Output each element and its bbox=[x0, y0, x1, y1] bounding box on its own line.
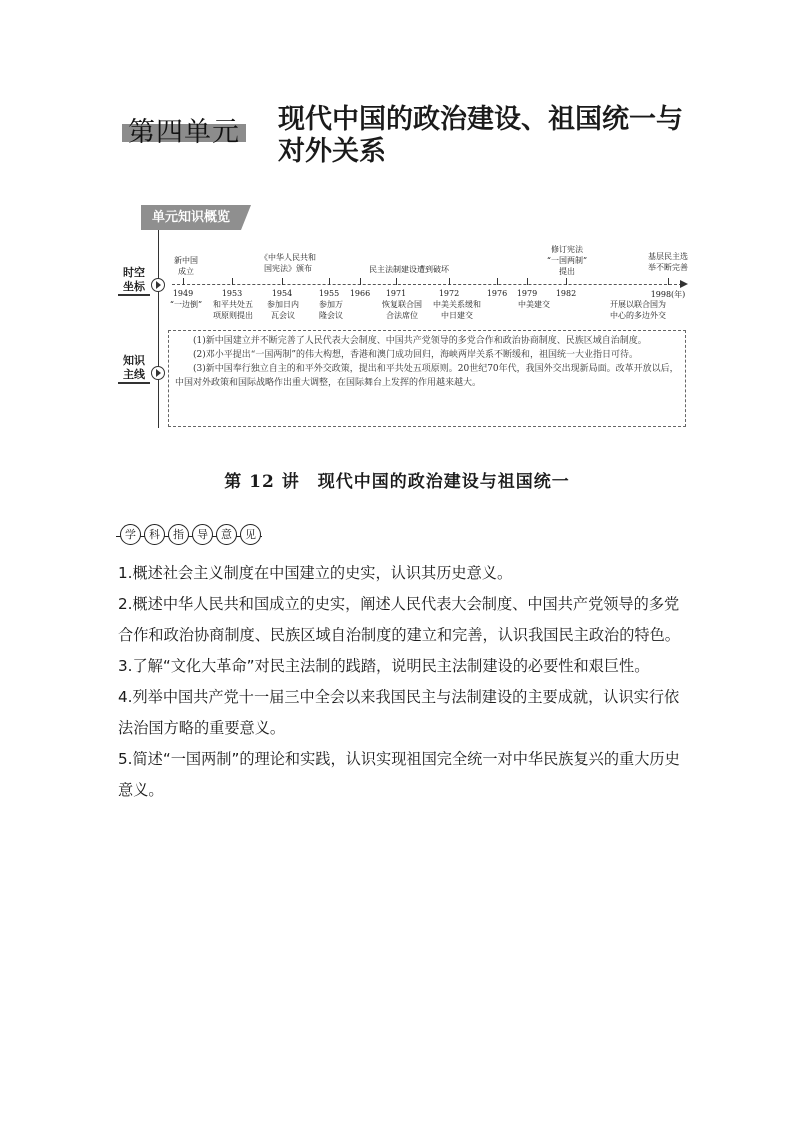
timeline-event-above bbox=[260, 252, 316, 274]
timeline-axis bbox=[172, 284, 682, 285]
timeline-event-below-line: 项原则提出 bbox=[213, 311, 253, 320]
timeline-event-below-line: 参加万 bbox=[319, 300, 343, 309]
knowledge-item: (2)邓小平提出“一国两制”的伟大构想，香港和澳门成功回归，海峡两岸关系不断缓和，祖国统一大业指日可待。 bbox=[193, 350, 638, 360]
timeline-event-above-line: 国宪法》颁布 bbox=[264, 264, 312, 273]
timeline-year: 1954 bbox=[271, 289, 293, 298]
knowledge-play-icon bbox=[151, 366, 165, 380]
timeline-event-below-line: 中心的多边外交 bbox=[610, 311, 666, 320]
timeline-event-below bbox=[433, 299, 481, 321]
timeline-event-above-line: 新中国 bbox=[174, 256, 198, 265]
timeline-event-below-line: 中美建交 bbox=[518, 300, 550, 309]
unit-badge bbox=[122, 110, 246, 148]
knowledge-item: (3)新中国奉行独立自主的和平外交政策，提出和平共处五项原则。20世纪70年代，我国外交出现新局面。改革开放以后，中国对外政策和国际战略作出重大调整，在国际舞台上发挥的作用越来越大。 bbox=[175, 364, 679, 388]
timeline-event-above bbox=[547, 244, 587, 277]
timeline-event-below bbox=[213, 299, 253, 321]
guidance-item: 4.列举中国共产党十一届三中全会以来我国民主与法制建设的主要成就，认识实行依法治国方略的重要意义。 bbox=[118, 688, 680, 737]
unit-badge-text: 第四单元 bbox=[128, 117, 240, 148]
overview-tab: 单元知识概览 bbox=[141, 205, 241, 230]
timeline-tick bbox=[360, 278, 361, 285]
timeline-tick bbox=[282, 278, 283, 285]
timeline-event-below-line: 参加日内 bbox=[267, 300, 299, 309]
timeline-tick bbox=[527, 278, 528, 285]
timeline-event-below-line: 中日建交 bbox=[441, 311, 473, 320]
timeline-tick bbox=[566, 278, 567, 285]
guidance-char: 学 bbox=[120, 524, 141, 545]
timeline-year: 1972 bbox=[438, 289, 460, 298]
timeline-play-icon bbox=[151, 278, 165, 292]
timeline-event-below-line: “一边倒” bbox=[169, 300, 203, 309]
timeline-tick bbox=[183, 278, 184, 285]
timeline-tick bbox=[396, 278, 397, 285]
timeline-year: 1976 bbox=[486, 289, 508, 298]
guidance-char: 见 bbox=[240, 524, 261, 545]
timeline-year: 1955 bbox=[318, 289, 340, 298]
timeline-tick bbox=[668, 278, 669, 285]
timeline-event-above-line: 基层民主选 bbox=[648, 252, 688, 261]
timeline-arrow-icon bbox=[680, 280, 688, 288]
timeline-event-below-line: 中美关系缓和 bbox=[433, 300, 481, 309]
timeline-event-above-line: 民主法制建设遭到破坏 bbox=[369, 265, 449, 274]
timeline-event-below-line: 开展以联合国为 bbox=[610, 300, 666, 309]
lecture-title: 第 12 讲 现代中国的政治建设与祖国统一 bbox=[224, 472, 570, 492]
timeline-event-below bbox=[267, 299, 299, 321]
guidance-badge bbox=[120, 523, 264, 547]
timeline-tick bbox=[497, 278, 498, 285]
timeline-event-below-line: 瓦会议 bbox=[271, 311, 295, 320]
timeline-event-below-line: 和平共处五 bbox=[213, 300, 253, 309]
guidance-char: 意 bbox=[216, 524, 237, 545]
timeline-tick bbox=[329, 278, 330, 285]
timeline-event-above-line: 提出 bbox=[559, 267, 575, 276]
guidance-item: 1.概述社会主义制度在中国建立的史实，认识其历史意义。 bbox=[118, 564, 513, 582]
timeline-event-above-line: 举不断完善 bbox=[648, 263, 688, 272]
timeline-tick bbox=[232, 278, 233, 285]
knowledge-box bbox=[168, 330, 686, 427]
guidance-item: 5.简述“一国两制”的理论和实践，认识实现祖国完全统一对中华民族复兴的重大历史意义。 bbox=[118, 750, 680, 799]
timeline-year: 1998(年) bbox=[650, 290, 686, 299]
guidance-char: 导 bbox=[192, 524, 213, 545]
guidance-item: 3.了解“文化大革命”对民主法制的践踏，说明民主法制建设的必要性和艰巨性。 bbox=[118, 657, 650, 675]
timeline-event-above-line: “一国两制” bbox=[546, 256, 588, 265]
guidance-item: 2.概述中华人民共和国成立的史实，阐述人民代表大会制度、中国共产党领导的多党合作和政治协商制度、民族区域自治制度的建立和完善，认识我国民主政治的特色。 bbox=[118, 595, 680, 644]
timeline-year: 1953 bbox=[221, 289, 243, 298]
timeline-event-below bbox=[518, 299, 550, 310]
timeline-event-above-line: 《中华人民共和 bbox=[260, 253, 316, 262]
timeline-year: 1966 bbox=[349, 289, 371, 298]
knowledge-label: 知识 主线 bbox=[118, 354, 150, 384]
timeline-event-below bbox=[170, 299, 202, 310]
timeline-event-above bbox=[369, 264, 449, 275]
timeline-event-above-line: 修订宪法 bbox=[551, 245, 583, 254]
guidance-char: 指 bbox=[168, 524, 189, 545]
timeline-tick bbox=[449, 278, 450, 285]
timeline-event-below-line: 隆会议 bbox=[319, 311, 343, 320]
timeline-event-below-line: 合法席位 bbox=[386, 311, 418, 320]
knowledge-item: (1)新中国建立并不断完善了人民代表大会制度、中国共产党领导的多党合作和政治协商制度、民族区域自治制度。 bbox=[193, 336, 647, 346]
timeline-event-above bbox=[648, 251, 688, 273]
unit-title-line1: 现代中国的政治建设、祖国统一与 bbox=[278, 104, 683, 135]
unit-title-line2: 对外关系 bbox=[278, 136, 386, 167]
timeline-event-below-line: 恢复联合国 bbox=[382, 300, 422, 309]
timeline-event-above-line: 成立 bbox=[178, 267, 194, 276]
timeline-year: 1982 bbox=[555, 289, 577, 298]
timeline-event-above bbox=[174, 255, 198, 277]
timeline-year: 1949 bbox=[172, 289, 194, 298]
timeline-event-below bbox=[319, 299, 343, 321]
timeline-year: 1971 bbox=[385, 289, 407, 298]
timeline-event-below bbox=[382, 299, 422, 321]
timeline-label: 时空 坐标 bbox=[118, 266, 150, 296]
timeline-event-below bbox=[610, 299, 666, 321]
timeline-year: 1979 bbox=[516, 289, 538, 298]
overview-divider bbox=[158, 230, 159, 428]
guidance-char: 科 bbox=[144, 524, 165, 545]
unit-title bbox=[278, 104, 698, 168]
guidance-list bbox=[118, 558, 684, 806]
